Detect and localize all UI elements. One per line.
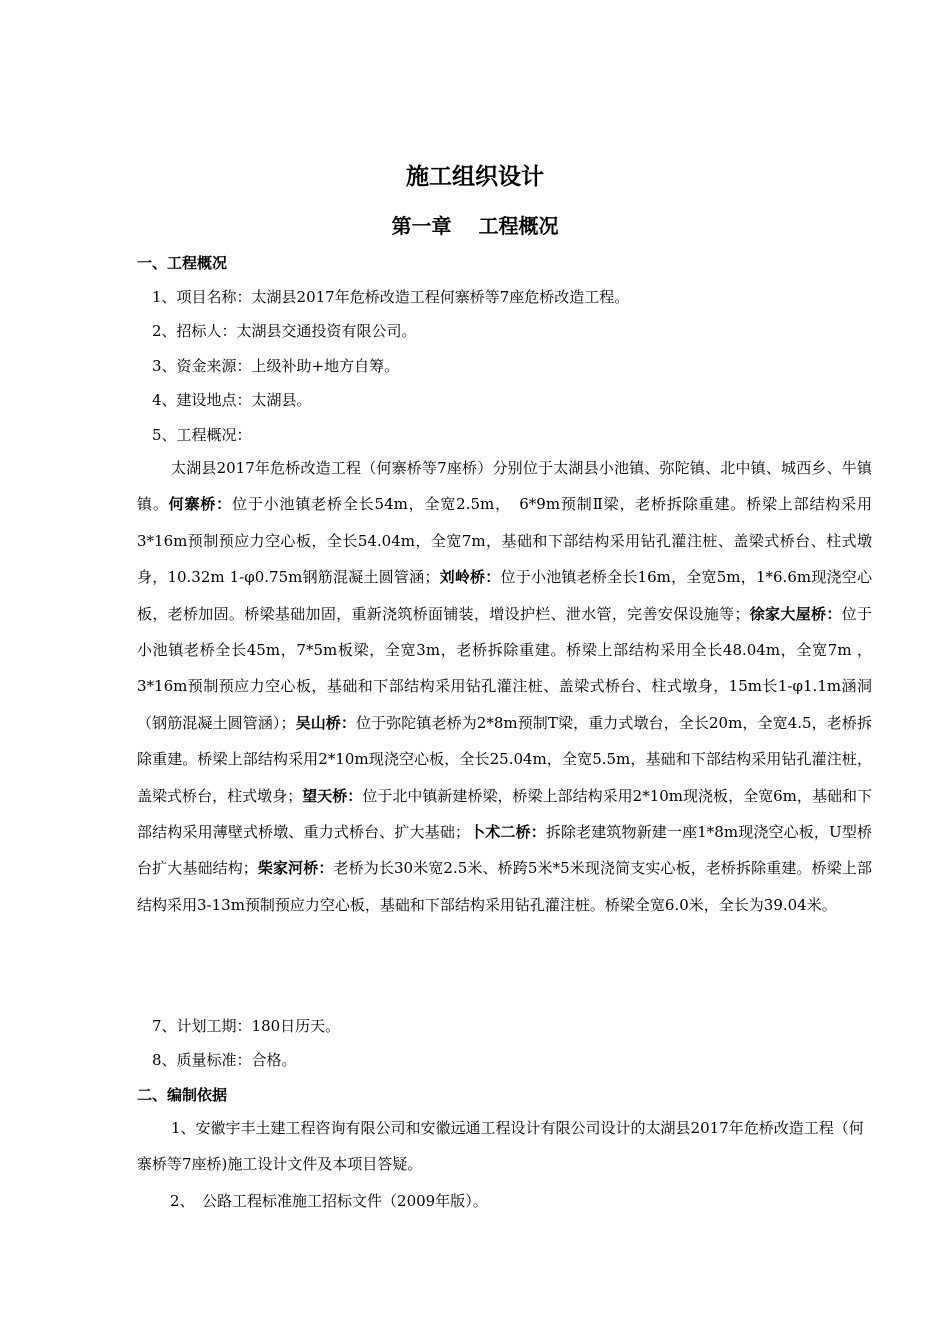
list-item: 8、质量标准：合格。: [152, 1051, 297, 1069]
bridge-name: 吴山桥：: [295, 713, 356, 732]
list-item: 3、资金来源：上级补助+地方自筹。: [152, 357, 400, 375]
overview-text: 位于小池镇老桥全长16m，全宽5m，1*6.6m现浇空心板，老桥加固。桥梁基础加固，重新浇筑桥面铺装，增设护栏、泄水管，完善安保设施等；: [137, 568, 872, 623]
bridge-name: 望天桥：: [302, 786, 363, 805]
list-item: 2、招标人：太湖县交通投资有限公司。: [152, 322, 417, 340]
bridge-name: 刘岭桥：: [439, 568, 501, 587]
section-heading-1: 一、工程概况: [137, 254, 228, 272]
bridge-name: 徐家大屋桥：: [749, 604, 842, 623]
overview-paragraph: [137, 450, 872, 923]
bridge-name: 何寨桥：: [168, 495, 233, 514]
basis-paragraph-1: 1、安徽宇丰土建工程咨询有限公司和安徽远通工程设计有限公司设计的太湖县2017年危桥改造工程（何寨桥等7座桥)施工设计文件及本项目答疑。: [137, 1119, 864, 1173]
overview-text: 太湖县2017年危桥改造工程（何寨桥等7座桥）分别位于太湖县小池镇、弥陀镇、北中镇、城西乡、牛镇镇。: [137, 459, 872, 514]
overview-text: 位于小池镇老桥全长54m，全宽2.5m， 6*9m预制Ⅱ梁，老桥拆除重建。桥梁上部结构采用3*16m预制预应力空心板，全长54.04m，全宽7m，基础和下部结构采用钻孔灌注桩、盖梁式桥台、柱式墩身，10.32m 1-φ0.75m钢筋混凝土圆管涵；: [137, 495, 872, 587]
list-item: 4、建设地点：太湖县。: [152, 391, 312, 409]
list-item: 7、计划工期：180日历天。: [152, 1017, 341, 1035]
overview-text: 位于弥陀镇老桥为2*8m预制T梁，重力式墩台，全长20m，全宽4.5，老桥拆除重建。桥梁上部结构采用2*10m现浇空心板，全长25.04m，全宽5.5m，基础和下部结构采用钻孔灌注桩，盖梁式桥台，柱式墩身；: [137, 713, 872, 805]
basis-paragraph-2: 2、 公路工程标准施工招标文件（2009年版）。: [170, 1192, 488, 1210]
chapter-title: 第一章 工程概况: [391, 214, 559, 238]
overview-text: 老桥为长30米宽2.5米、桥跨5米*5米现浇简支实心板，老桥拆除重建。桥梁上部结构采用3-13m预制预应力空心板，基础和下部结构采用钻孔灌注桩。桥梁全宽6.0米，全长为39.04米。: [137, 859, 872, 914]
document-title: 施工组织设计: [406, 164, 544, 190]
bridge-name: 柴家河桥：: [257, 859, 334, 878]
section-heading-2: 二、编制依据: [137, 1086, 228, 1104]
list-item: 5、工程概况：: [152, 426, 252, 444]
overview-text: 拆除老建筑物新建一座1*8m现浇空心板，U型桥台扩大基础结构；: [137, 823, 872, 878]
list-item: 1、项目名称：太湖县2017年危桥改造工程何寨桥等7座危桥改造工程。: [152, 288, 630, 306]
bridge-name: 卜术二桥：: [469, 823, 546, 842]
overview-text: 位于北中镇新建桥梁，桥梁上部结构采用2*10m现浇板，全宽6m，基础和下部结构采用薄壁式桥墩、重力式桥台、扩大基础；: [137, 786, 872, 842]
overview-text: 位于小池镇老桥全长45m，7*5m板梁，全宽3m，老桥拆除重建。桥梁上部结构采用全长48.04m，全宽7m ，3*16m预制预应力空心板，基础和下部结构采用钻孔灌注桩、盖梁式桥台、柱式墩身，15m长1-φ1.1m涵洞（钢筋混凝土圆管涵）；: [137, 604, 872, 732]
